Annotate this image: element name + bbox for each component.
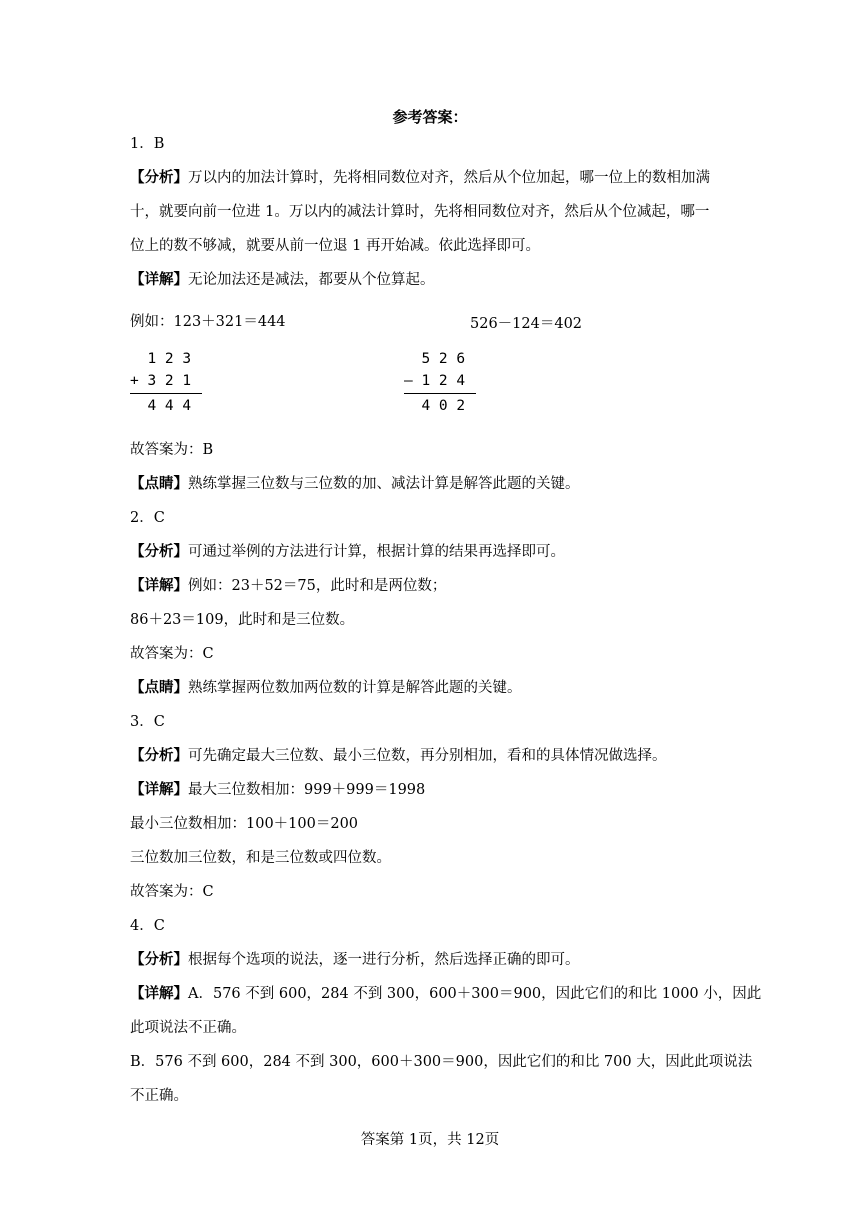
analysis-tag: 【分析】 (130, 543, 188, 560)
q3-detail-text: 最大三位数相加：999＋999＝1998 (188, 782, 426, 798)
q2-answer: 2．C (130, 510, 165, 526)
q1-analysis-text: 万以内的加法计算时，先将相同数位对齐，然后从个位加起，哪一位上的数相加满 (188, 170, 710, 186)
sum-line (130, 393, 202, 394)
q4-analysis-text: 根据每个选项的说法，逐一进行分析，然后选择正确的即可。 (188, 952, 580, 968)
q1-example-right: 526－124＝402 (470, 316, 583, 332)
q1-conclusion: 故答案为：B (130, 442, 214, 458)
q3-detail-line-2: 最小三位数相加：100＋100＝200 (130, 816, 359, 832)
q3-conclusion: 故答案为：C (130, 884, 214, 900)
q2-detail-line-1 (130, 576, 735, 596)
analysis-tag: 【分析】 (130, 169, 188, 186)
q4-analysis (130, 950, 735, 970)
q2-note-text: 熟练掌握两位数加两位数的计算是解答此题的关键。 (188, 680, 522, 696)
q1-note (130, 474, 735, 494)
detail-tag: 【详解】 (130, 781, 188, 798)
minuend: 5 2 6 (404, 351, 466, 367)
sum: 4 4 4 (130, 398, 192, 414)
detail-tag: 【详解】 (130, 577, 188, 594)
q2-note (130, 678, 735, 698)
q1-note-text: 熟练掌握三位数与三位数的加、减法计算是解答此题的关键。 (188, 476, 580, 492)
q4-answer: 4．C (130, 918, 165, 934)
q2-conclusion: 故答案为：C (130, 646, 214, 662)
difference-line (404, 393, 476, 394)
q3-answer: 3．C (130, 714, 165, 730)
subtrahend: – 1 2 4 (404, 373, 466, 389)
q4-detail-a-line-1 (130, 984, 762, 1004)
q1-analysis-line-3: 位上的数不够减，就要从前一位退 1 再开始减。依此选择即可。 (130, 238, 540, 254)
addend-2: + 3 2 1 (130, 373, 192, 389)
q1-detail-text: 无论加法还是减法，都要从个位算起。 (188, 272, 435, 288)
q4-detail-a-text: A．576 不到 600，284 不到 300，600＋300＝900，因此它们的和比 1000 小，因此 (188, 986, 762, 1002)
vertical-subtraction (404, 348, 476, 417)
vertical-addition (130, 348, 202, 417)
note-tag: 【点睛】 (130, 679, 188, 696)
detail-tag: 【详解】 (130, 985, 188, 1002)
analysis-tag: 【分析】 (130, 747, 188, 764)
page-footer: 答案第 1页，共 12页 (360, 1132, 500, 1148)
q2-analysis (130, 542, 735, 562)
q4-detail-a-line-2: 此项说法不正确。 (130, 1020, 246, 1036)
q3-detail-line-3: 三位数加三位数，和是三位数或四位数。 (130, 850, 391, 866)
q1-analysis-line-2: 十，就要向前一位进 1。万以内的减法计算时，先将相同数位对齐，然后从个位减起，哪一 (130, 204, 710, 220)
difference: 4 0 2 (404, 398, 466, 414)
q1-answer: 1．B (130, 136, 165, 152)
q4-detail-b-line-1: B．576 不到 600，284 不到 300，600＋300＝900，因此它们的和比 700 大，因此此项说法 (130, 1054, 753, 1070)
q3-analysis-text: 可先确定最大三位数、最小三位数，再分别相加，看和的具体情况做选择。 (188, 748, 667, 764)
q2-analysis-text: 可通过举例的方法进行计算，根据计算的结果再选择即可。 (188, 544, 565, 560)
q1-analysis-line-1 (130, 168, 735, 188)
addend-1: 1 2 3 (130, 351, 192, 367)
detail-tag: 【详解】 (130, 271, 188, 288)
analysis-tag: 【分析】 (130, 951, 188, 968)
q2-detail-line-2: 86＋23＝109，此时和是三位数。 (130, 612, 355, 628)
q4-detail-b-line-2: 不正确。 (130, 1088, 188, 1104)
page-title: 参考答案： (392, 108, 468, 126)
q1-detail (130, 270, 735, 290)
q1-example-left: 例如：123＋321＝444 (130, 314, 286, 330)
q3-detail-line-1 (130, 780, 735, 800)
q2-detail-text: 例如：23＋52＝75，此时和是两位数； (188, 578, 447, 594)
note-tag: 【点睛】 (130, 475, 188, 492)
q3-analysis (130, 746, 735, 766)
